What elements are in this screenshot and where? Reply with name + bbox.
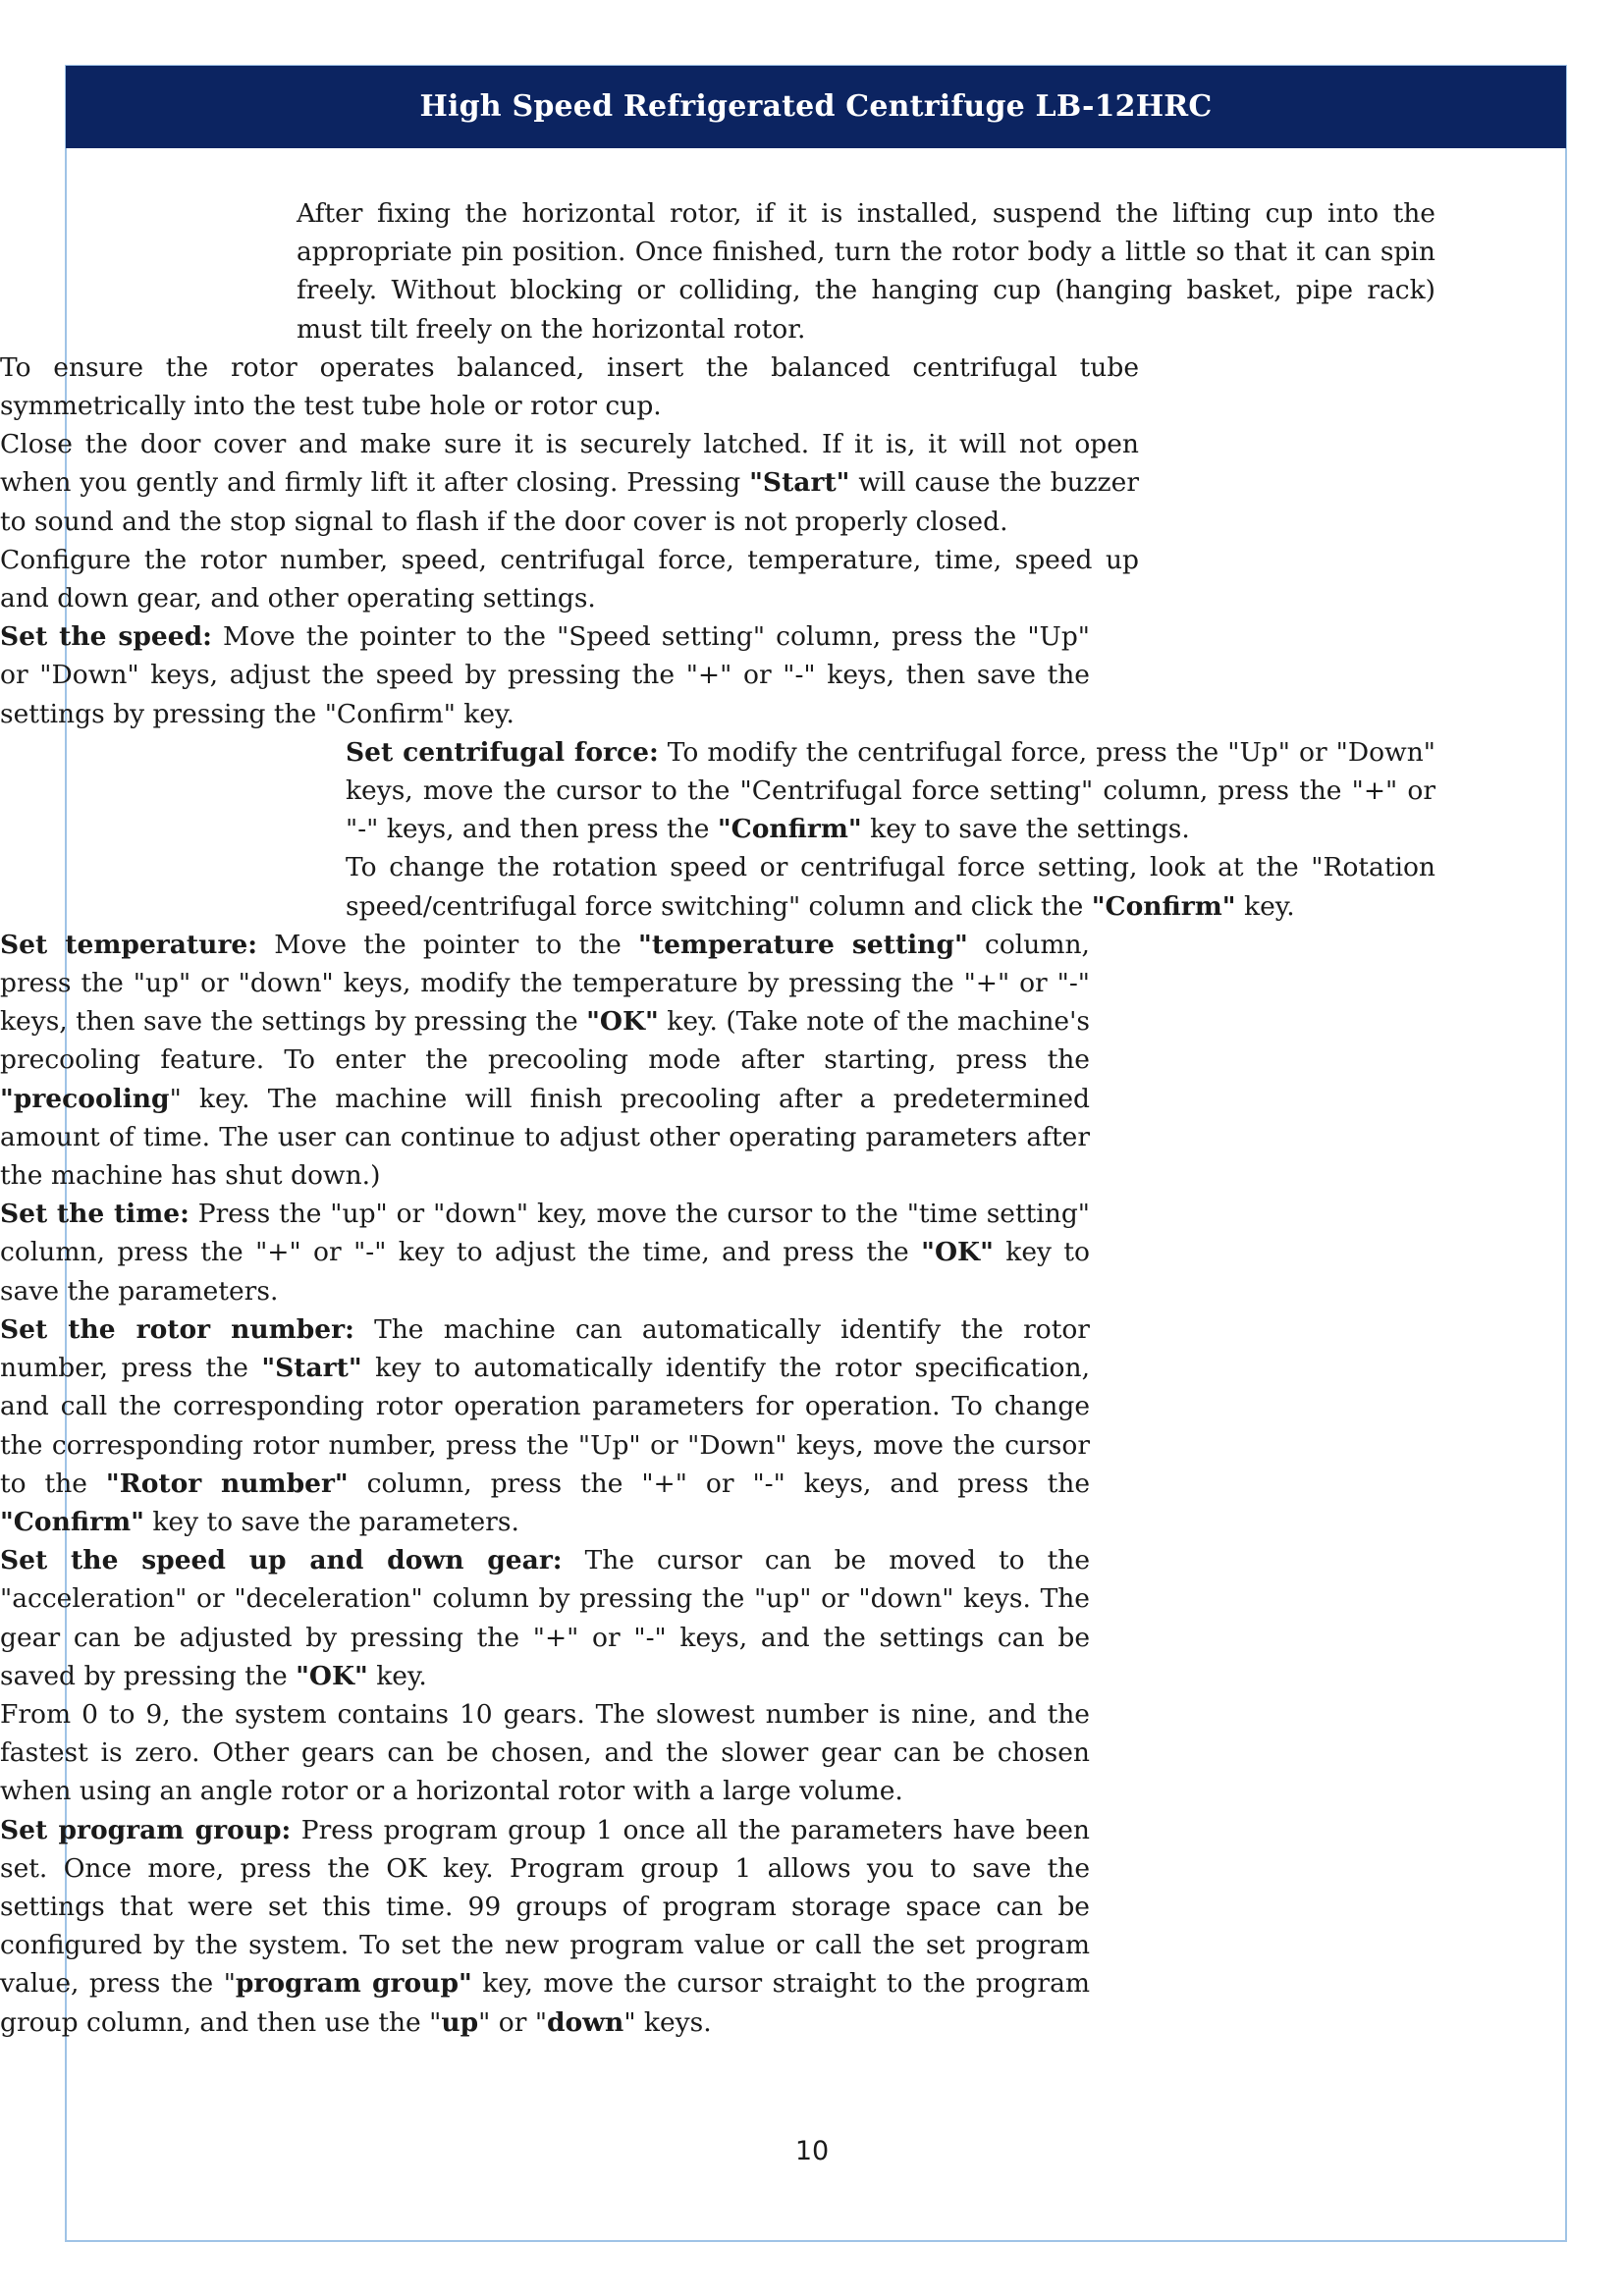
bold-keyword: "Confirm" xyxy=(717,814,862,845)
intro-paragraph: After fixing the horizontal rotor, if it is installed, suspend the lifting cup into the appropriate pin position. Once finished, turn the rotor body a little so that it can spin freely. Without blocking or colliding, the hanging cup (hanging basket, pipe rack) must tilt freely on the horizontal rotor. xyxy=(297,198,1435,345)
bullet-text: key, move the cursor straight to the program group column, and then use the " xyxy=(0,1968,1090,2038)
bullet-text: key. xyxy=(367,1660,427,1691)
bullet-text: key to save the settings. xyxy=(861,814,1190,845)
document-body xyxy=(0,194,1624,2042)
bullet-text: key to save the parameters. xyxy=(0,1237,1090,1307)
bullet-set-temperature xyxy=(0,926,1090,1195)
bullet-text: column, press the "up" or "down" keys, modify the temperature by pressing the "+" or "-" keys, then save the settings by pressing the xyxy=(0,929,1090,1038)
page-header xyxy=(66,66,1566,148)
bullet-text: The cursor can be moved to the "acceleration" or "deceleration" column by pressing the "up" or "down" keys. The gear can be adjusted by pressing the "+" or "-" keys, and the settings can be saved by pressing the xyxy=(0,1545,1091,1691)
bullet-text: " key. The machine will finish precooling after a predetermined amount of time. The user can continue to adjust other operating parameters after the machine has shut down.) xyxy=(0,1083,1090,1192)
bullet-title: Set centrifugal force: xyxy=(346,736,659,768)
bold-keyword: "Confirm" xyxy=(0,1506,144,1537)
bold-keyword: "OK" xyxy=(296,1660,368,1691)
bold-keyword: down xyxy=(547,2006,624,2038)
bold-keyword: "Confirm" xyxy=(1091,890,1236,922)
bullet-title: Set the rotor number: xyxy=(0,1313,354,1345)
bullet-set-gear xyxy=(0,1541,1090,1695)
bullet-text: Move the pointer to the "Speed setting" column, press the "Up" or "Down" keys, adjust the speed by pressing the "+" or "-" keys, then save the settings by pressing the "Confirm" key. xyxy=(0,621,1090,729)
bullet-text: key. xyxy=(1235,890,1295,922)
step-text: Configure the rotor number, speed, centrifugal force, temperature, time, speed up and down gear, and other operating settings. xyxy=(0,544,1139,614)
step-text: Close the door cover and make sure it is securely latched. If it is, it will not open when you gently and firmly lift it after closing. Pressing xyxy=(0,429,1139,499)
step-text: will cause the buzzer to sound and the stop signal to flash if the door cover is not properly closed. xyxy=(0,467,1139,537)
bullet-set-time xyxy=(0,1195,1090,1310)
bullet-text: " or " xyxy=(478,2006,548,2038)
bullet-text: From 0 to 9, the system contains 10 gears. The slowest number is nine, and the fastest is zero. Other gears can be chosen, and the slower gear can be chosen when using an angle rotor or a horizontal rotor with a large volume. xyxy=(0,1698,1090,1807)
bullet-title: Set the speed: xyxy=(0,621,212,653)
bullet-set-program-group xyxy=(0,1811,1090,2042)
page-number: 10 xyxy=(794,2136,830,2166)
bullet-text: The machine can automatically identify the rotor number, press the xyxy=(0,1313,1090,1384)
bullet-set-speed xyxy=(0,617,1090,733)
bold-keyword: "precooling xyxy=(0,1083,170,1114)
bullet-text: column, press the "+" or "-" keys, and press the xyxy=(348,1468,1090,1499)
bullet-text: Move the pointer to the xyxy=(257,929,639,960)
paragraph-set-centrifugal-force xyxy=(346,733,1435,849)
bullet-text: To change the rotation speed or centrifugal force setting, look at the "Rotation speed/centrifugal force switching" column and click the xyxy=(346,852,1435,922)
bold-keyword: "OK" xyxy=(921,1237,994,1268)
page-title: High Speed Refrigerated Centrifuge LB-12HRC xyxy=(419,89,1213,124)
bullet-title: Set the speed up and down gear: xyxy=(0,1545,563,1576)
bullet-set-rotor-number xyxy=(0,1310,1090,1541)
bold-keyword: "OK" xyxy=(586,1006,659,1038)
paragraph-rotation-switching xyxy=(346,848,1435,925)
bullet-text: key to automatically identify the rotor specification, and call the corresponding rotor operation parameters for operation. To change the corresponding rotor number, press the "Up" or "Down" keys, move the cursor to the xyxy=(0,1353,1090,1499)
bold-keyword: "Start" xyxy=(261,1353,362,1384)
bullet-text: To modify the centrifugal force, press the "Up" or "Down" keys, move the cursor to the "Centrifugal force setting" column, press the "+" or "-" keys, and then press the xyxy=(346,736,1435,845)
step-5 xyxy=(0,541,1139,617)
bullet-title: Set program group: xyxy=(0,1814,292,1845)
bullet-text: Press the "up" or "down" key, move the cursor to the "time setting" column, press the "+" or "-" key to adjust the time, and press the xyxy=(0,1199,1090,1268)
bullet-text: key. (Take note of the machine's precooling feature. To enter the precooling mode after starting, press the xyxy=(0,1006,1090,1076)
step-3 xyxy=(0,348,1139,425)
bullet-text: Press program group 1 once all the parameters have been set. Once more, press the OK key. Program group 1 allows you to save the settings that were set this time. 99 groups of program storage space can be configured by the system. To set the new program value or call the set program value, press the " xyxy=(0,1814,1090,2000)
bullet-text: key to save the parameters. xyxy=(143,1506,519,1537)
bullet-title: Set the time: xyxy=(0,1199,189,1230)
step-4 xyxy=(0,425,1139,541)
bullet-title: Set temperature: xyxy=(0,929,258,960)
bold-keyword: "temperature setting" xyxy=(638,929,968,960)
step-text: To ensure the rotor operates balanced, insert the balanced centrifugal tube symmetrically into the test tube hole or rotor cup. xyxy=(0,351,1139,422)
bold-keyword: up xyxy=(441,2006,479,2038)
bullet-gears-info xyxy=(0,1695,1090,1811)
bullet-text: " keys. xyxy=(623,2006,712,2038)
bold-keyword: program group" xyxy=(235,1968,472,2000)
bold-keyword: "Start" xyxy=(749,467,850,499)
bold-keyword: "Rotor number" xyxy=(105,1468,349,1499)
